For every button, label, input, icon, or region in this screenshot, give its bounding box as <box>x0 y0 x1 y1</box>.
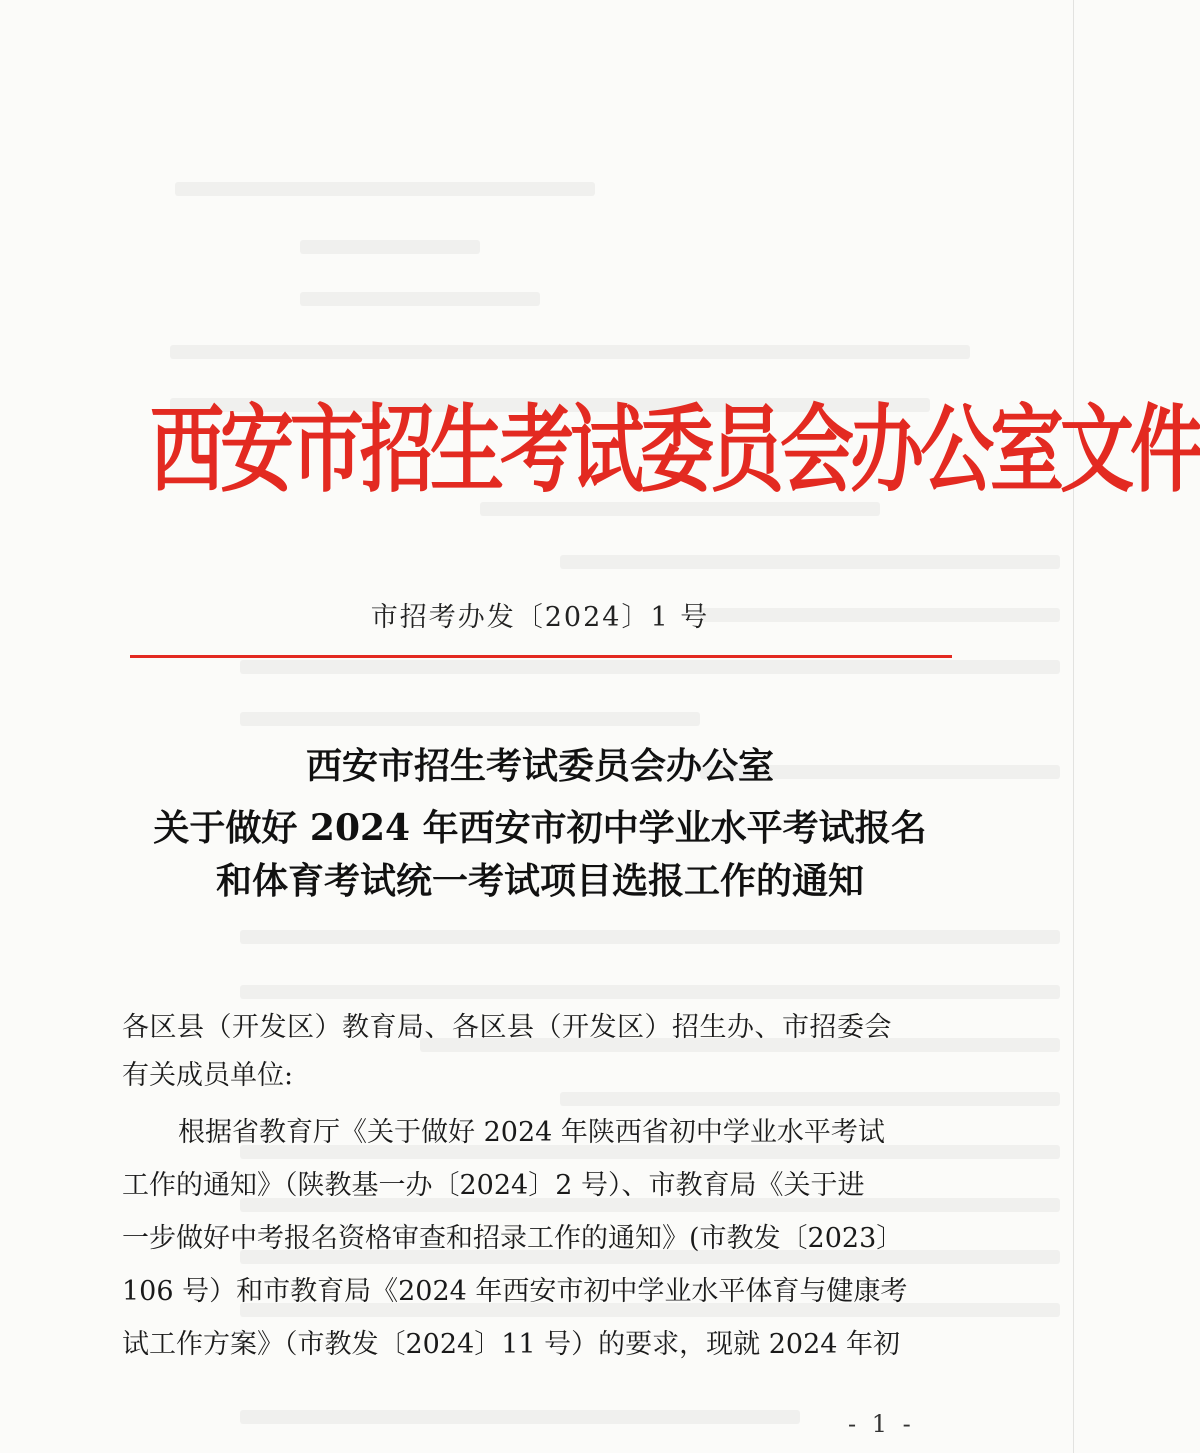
body-line-5: 试工作方案》（市教发〔2024〕11 号）的要求，现就 2024 年初 <box>122 1329 901 1360</box>
addressee-line-2: 有关成员单位: <box>122 1060 294 1091</box>
document-header-title: 西安市招生考试委员会办公室文件 <box>150 395 1200 506</box>
notice-title-line-1: 西安市招生考试委员会办公室 <box>305 745 774 787</box>
page-number: - 1 - <box>848 1410 915 1438</box>
body-line-2: 工作的通知》（陕教基一办〔2024〕2 号）、市教育局《关于进 <box>122 1170 865 1201</box>
body-line-3: 一步做好中考报名资格审查和招录工作的通知》(市教发〔2023〕 <box>122 1223 904 1254</box>
notice-title-line-2: 关于做好 2024 年西安市初中学业水平考试报名 <box>153 807 927 849</box>
red-divider-line <box>130 655 952 658</box>
body-line-4: 106 号）和市教育局《2024 年西安市初中学业水平体育与健康考 <box>122 1276 908 1307</box>
addressee-line-1: 各区县（开发区）教育局、各区县（开发区）招生办、市招委会 <box>122 1012 892 1043</box>
body-line-1: 根据省教育厅《关于做好 2024 年陕西省初中学业水平考试 <box>178 1117 885 1148</box>
notice-title-line-3: 和体育考试统一考试项目选报工作的通知 <box>215 860 864 902</box>
scan-edge-line <box>1073 0 1074 1453</box>
document-number: 市招考办发〔2024〕1 号 <box>370 602 710 633</box>
